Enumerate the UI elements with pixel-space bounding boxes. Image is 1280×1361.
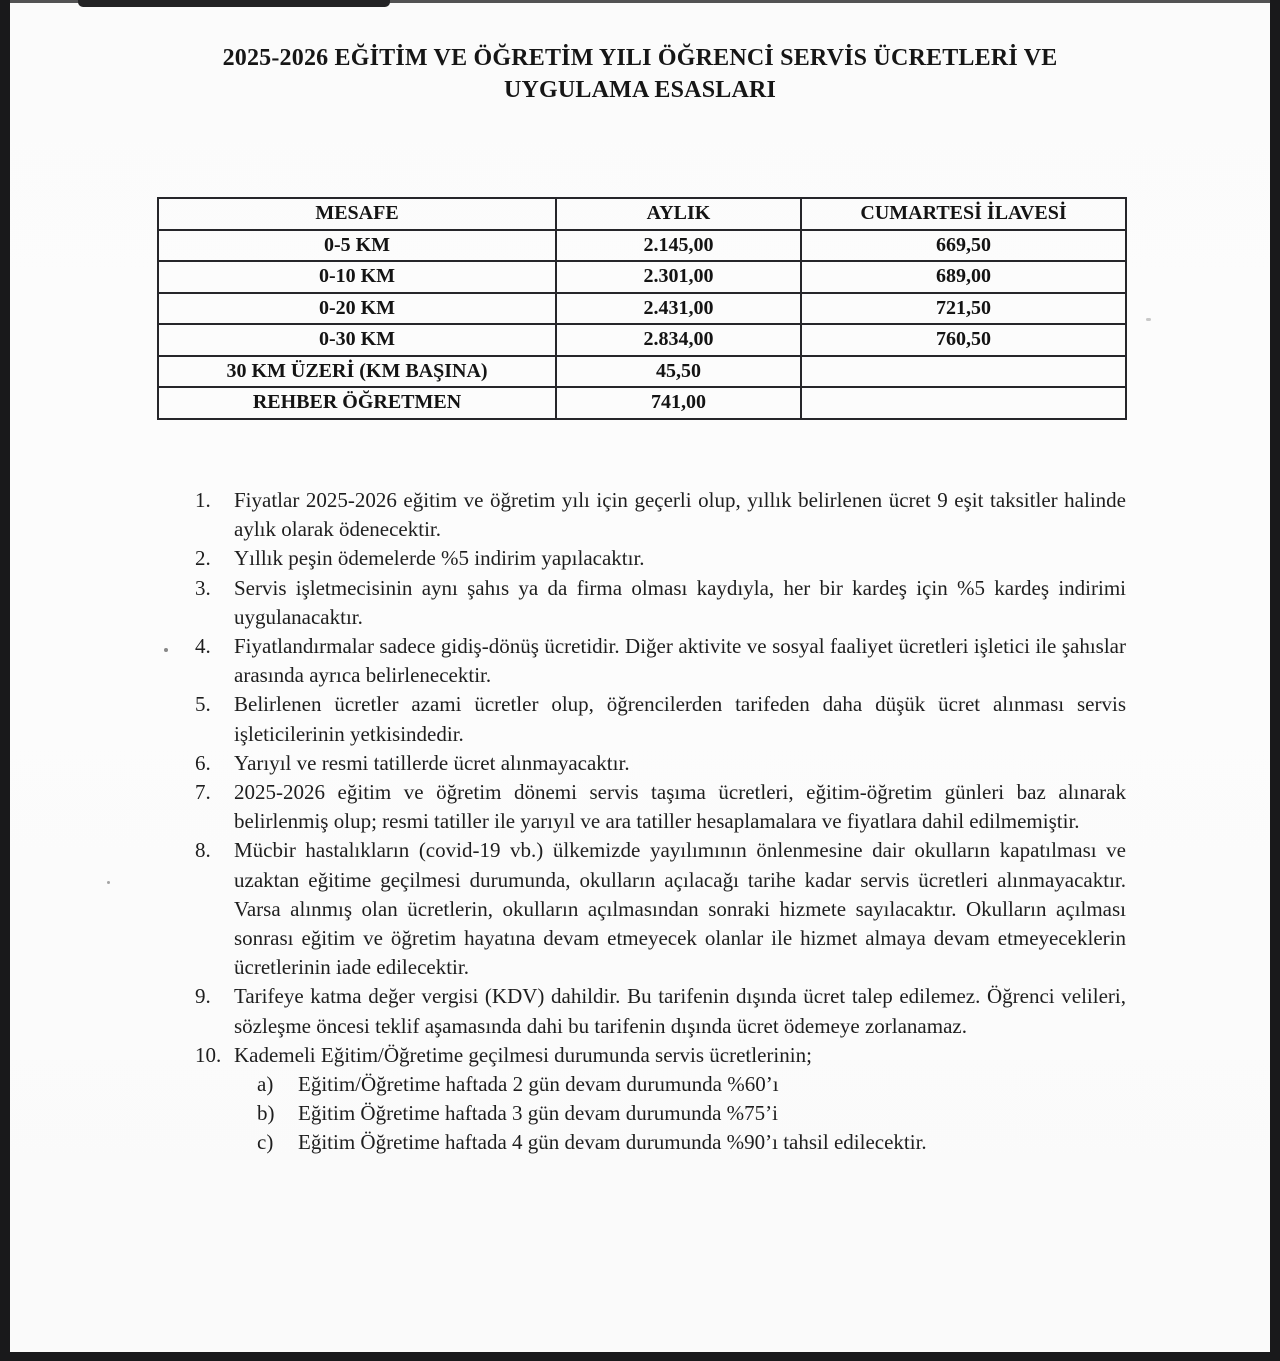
document-title [0,42,1280,106]
item-text: Fiyatlandırmalar sadece gidiş-dönüş ücretidir. Diğer aktivite ve sosyal faaliyet ücretleri işletici ile şahıslar arasında ayrıca belirlenecektir. [234,634,1126,688]
subitem-text: Eğitim/Öğretime haftada 2 gün devam durumunda %60’ı [298,1072,779,1097]
list-item-2 [195,544,1126,573]
list-item-10 [195,1041,1126,1070]
document-title-line-2: UYGULAMA ESASLARI [503,77,777,103]
table-row [158,356,1126,388]
subitem-text: Eğitim Öğretime haftada 3 gün devam durumunda %75’i [298,1101,778,1126]
saturday-fee-cell: 669,50 [801,230,1126,262]
monthly-fee-cell: 2.301,00 [556,261,801,293]
list-item-7 [195,778,1126,836]
list-item-3 [195,574,1126,632]
distance-cell: 0-30 KM [158,324,556,356]
distance-cell: 0-5 KM [158,230,556,262]
item-number: 1. [195,488,211,512]
saturday-fee-cell: 760,50 [801,324,1126,356]
scan-speck [164,648,168,652]
table-row [158,387,1126,419]
table-row [158,324,1126,356]
item-number: 9. [195,984,211,1009]
table-row [158,293,1126,325]
item-text: Belirlenen ücretler azami ücretler olup, öğrencilerden tarifeden daha düşük ücret alınması servis işleticilerinin yetkisindedir. [234,692,1126,746]
distance-cell: 0-10 KM [158,261,556,293]
item-text: Tarifeye katma değer vergisi (KDV) dahildir. Bu tarifenin dışında ücret talep edilemez. Öğrenci velileri, sözleşme öncesi teklif aşamasında dahi bu tarifenin dışında ücret ödemeye zorlanamaz. [234,984,1126,1038]
item-text: Yarıyıl ve resmi tatillerde ücret alınmayacaktır. [234,750,630,775]
item-text: Mücbir hastalıkların (covid-19 vb.) ülkemizde yayılımının önlenmesine dair okulların kapatılması ve uzaktan eğitime geçilmesi durumunda, okulların açılacağı tarihe kadar servis ücretleri alınmayacaktır. Varsa alınmış olan ücretlerin, okulların açılmasından sonraki hizmete sayılacaktır. Okulların açılması sonrası eğitim ve öğretim hayatına devam etmeyecek olanlar ile hizmet almaya devam etmeyeceklerin ücretlerinin iade edilecektir. [234,838,1126,980]
monthly-fee-cell: 45,50 [556,356,801,388]
subitem-letter: a) [257,1072,274,1097]
monthly-fee-cell: 741,00 [556,387,801,419]
saturday-fee-cell: 721,50 [801,293,1126,325]
sublist-item-b [257,1099,1126,1128]
saturday-fee-cell: 689,00 [801,261,1126,293]
sublist [257,1070,1126,1158]
subitem-letter: b) [257,1101,275,1126]
item-number: 6. [195,750,211,775]
sublist-item-a [257,1070,1126,1099]
scan-edge-right [1270,0,1280,1361]
scan-speck [1146,318,1151,321]
list-item-1 [195,486,1126,544]
list-item-5 [195,690,1126,748]
list-item-9 [195,982,1126,1040]
subitem-letter: c) [257,1130,274,1155]
header-distance: MESAFE [158,198,556,230]
service-fee-table [157,197,1127,420]
item-text: Yıllık peşin ödemelerde %5 indirim yapılacaktır. [234,546,645,571]
header-monthly: AYLIK [556,198,801,230]
list-item-4 [195,632,1126,690]
monthly-fee-cell: 2.431,00 [556,293,801,325]
item-number: 7. [195,780,211,805]
distance-cell: 0-20 KM [158,293,556,325]
item-number: 3. [195,575,211,600]
item-text: Servis işletmecisinin aynı şahıs ya da firma olması kaydıyla, her bir kardeş için %5 kardeş indirimi uygulanacaktır. [234,575,1126,629]
table-row [158,261,1126,293]
document-title-line-1: 2025-2026 EĞİTİM VE ÖĞRETİM YILI ÖĞRENCİ SERVİS ÜCRETLERİ VE [222,45,1058,71]
table-row [158,230,1126,262]
saturday-fee-cell [801,356,1126,388]
item-number: 5. [195,692,211,717]
scan-edge-bottom [0,1352,1280,1361]
scan-speck [107,881,110,884]
scan-edge-left [0,0,10,1361]
scan-edge-top-bar [78,0,390,7]
sublist-item-c [257,1128,1126,1157]
saturday-fee-cell [801,387,1126,419]
table-header-row [158,198,1126,230]
item-number: 4. [195,634,211,659]
provisions-list [195,486,1126,1158]
list-item-8 [195,836,1126,982]
item-number: 8. [195,838,211,863]
distance-cell: 30 KM ÜZERİ (KM BAŞINA) [158,356,556,388]
item-number: 2. [195,546,211,571]
distance-cell: REHBER ÖĞRETMEN [158,387,556,419]
item-text: 2025-2026 eğitim ve öğretim dönemi servis taşıma ücretleri, eğitim-öğretim günleri baz alınarak belirlenmiş olup; resmi tatiller ile yarıyıl ve ara tatiller hesaplamalara ve fiyatlara dahil edilmemiştir. [234,780,1126,834]
monthly-fee-cell: 2.834,00 [556,324,801,356]
item-number: 10. [195,1042,222,1067]
subitem-text: Eğitim Öğretime haftada 4 gün devam durumunda %90’ı tahsil edilecektir. [298,1130,927,1155]
header-saturday-addition: CUMARTESİ İLAVESİ [801,198,1126,230]
list-item-6 [195,749,1126,778]
item-text: Fiyatlar 2025-2026 eğitim ve öğretim yılı için geçerli olup, yıllık belirlenen ücret 9 eşit taksitler halinde aylık olarak ödenecektir. [234,488,1126,542]
item-text: Kademeli Eğitim/Öğretime geçilmesi durumunda servis ücretlerinin; [234,1042,812,1067]
monthly-fee-cell: 2.145,00 [556,230,801,262]
